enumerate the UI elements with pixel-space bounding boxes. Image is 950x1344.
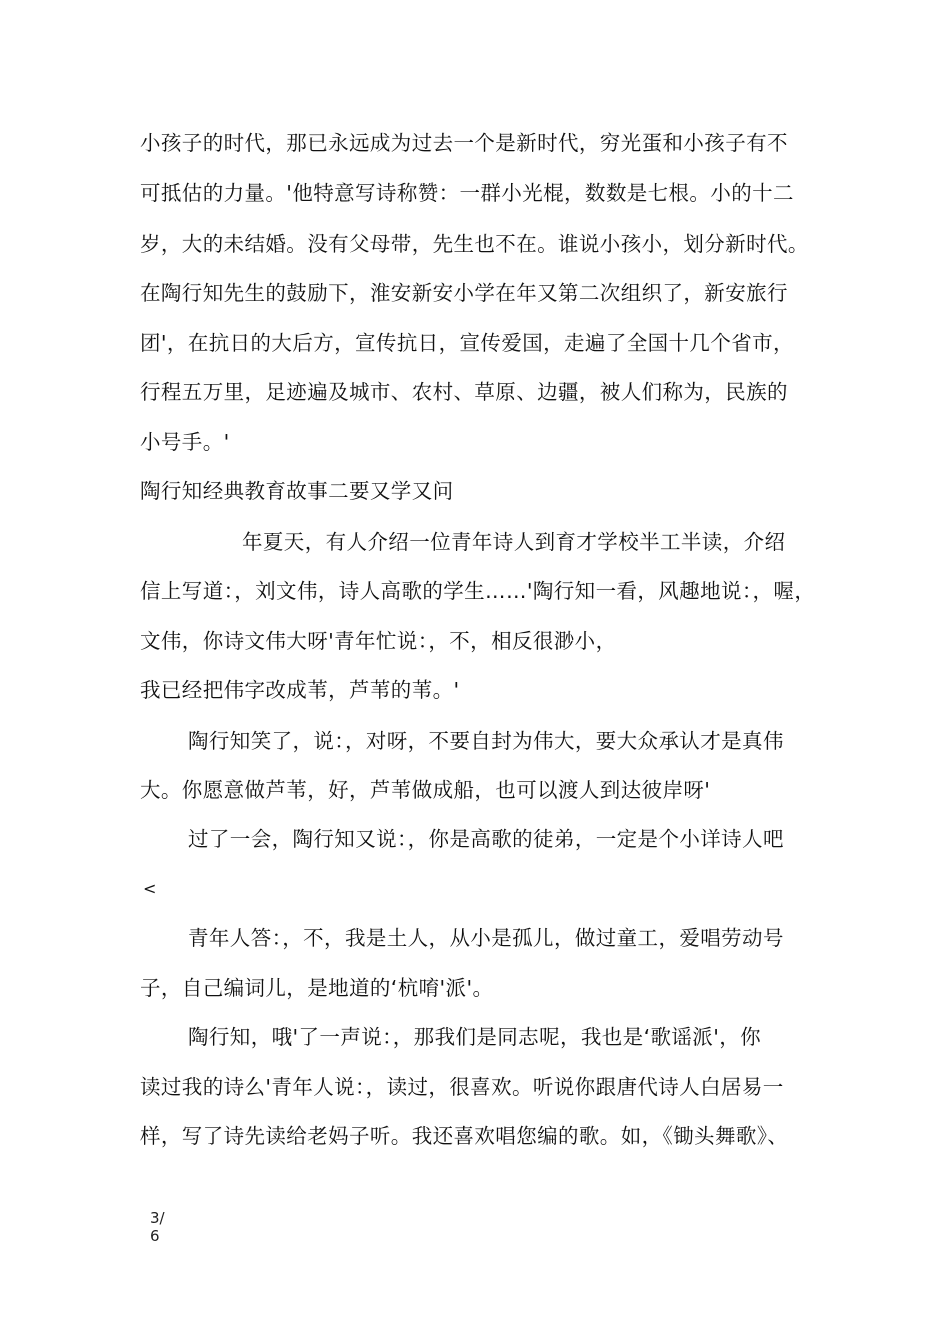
text-line: 信上写道：，刘文伟，诗人高歌的学生……'陶行知一看，风趣地说：，喔， xyxy=(140,579,816,603)
text-line: 小号手。' xyxy=(140,430,230,454)
text-line: 过了一会，陶行知又说：，你是高歌的徒弟，一定是个小详诗人吧 xyxy=(188,827,784,851)
page-number-current: 3/ xyxy=(150,1209,165,1227)
text-line: 大。你愿意做芦苇，好，芦苇做成船，也可以渡人到达彼岸呀' xyxy=(140,778,711,802)
text-line: 我已经把伟字改成苇，芦苇的苇。' xyxy=(140,678,460,702)
text-line: 青年人答：，不，我是土人，从小是孤儿，做过童工，爱唱劳动号 xyxy=(188,926,784,950)
text-line: 陶行知笑了，说：，对呀，不要自封为伟大，要大众承认才是真伟 xyxy=(188,729,784,753)
text-line: 子，自己编词儿，是地道的‘杭唷'派'。 xyxy=(140,976,494,1000)
text-line: 文伟，你诗文伟大呀'青年忙说：，不，相反很渺小， xyxy=(140,629,617,653)
text-line: 行程五万里，足迹遍及城市、农村、草原、边疆，被人们称为，民族的 xyxy=(140,380,788,404)
section-heading: 陶行知经典教育故事二要又学又问 xyxy=(140,479,454,503)
text-line: 岁，大的未结婚。没有父母带，先生也不在。谁说小孩小，划分新时代。 xyxy=(140,232,809,256)
page-number-total: 6 xyxy=(150,1227,160,1245)
text-line: 样，写了诗先读给老妈子听。我还喜欢唱您编的歌。如，《锄头舞歌》、 xyxy=(140,1124,789,1148)
text-line: 读过我的诗么'青年人说：，读过，很喜欢。听说你跟唐代诗人白居易一 xyxy=(140,1075,784,1099)
text-line: 小孩子的时代，那已永远成为过去一个是新时代，穷光蛋和小孩子有不 xyxy=(140,131,788,155)
text-line: 团'，在抗日的大后方，宣传抗日，宣传爱国，走遍了全国十几个省市， xyxy=(140,331,794,355)
text-line: 可抵估的力量。'他特意写诗称赞：一群小光棍，数数是七根。小的十二 xyxy=(140,181,794,205)
text-line: < xyxy=(143,879,157,898)
text-line: 年夏天，有人介绍一位青年诗人到育才学校半工半读，介绍 xyxy=(242,530,786,554)
text-line: 在陶行知先生的鼓励下，淮安新安小学在年又第二次组织了，新安旅行 xyxy=(140,281,788,305)
text-line: 陶行知，哦'了一声说：，那我们是同志呢，我也是‘歌谣派'，你 xyxy=(188,1025,762,1049)
